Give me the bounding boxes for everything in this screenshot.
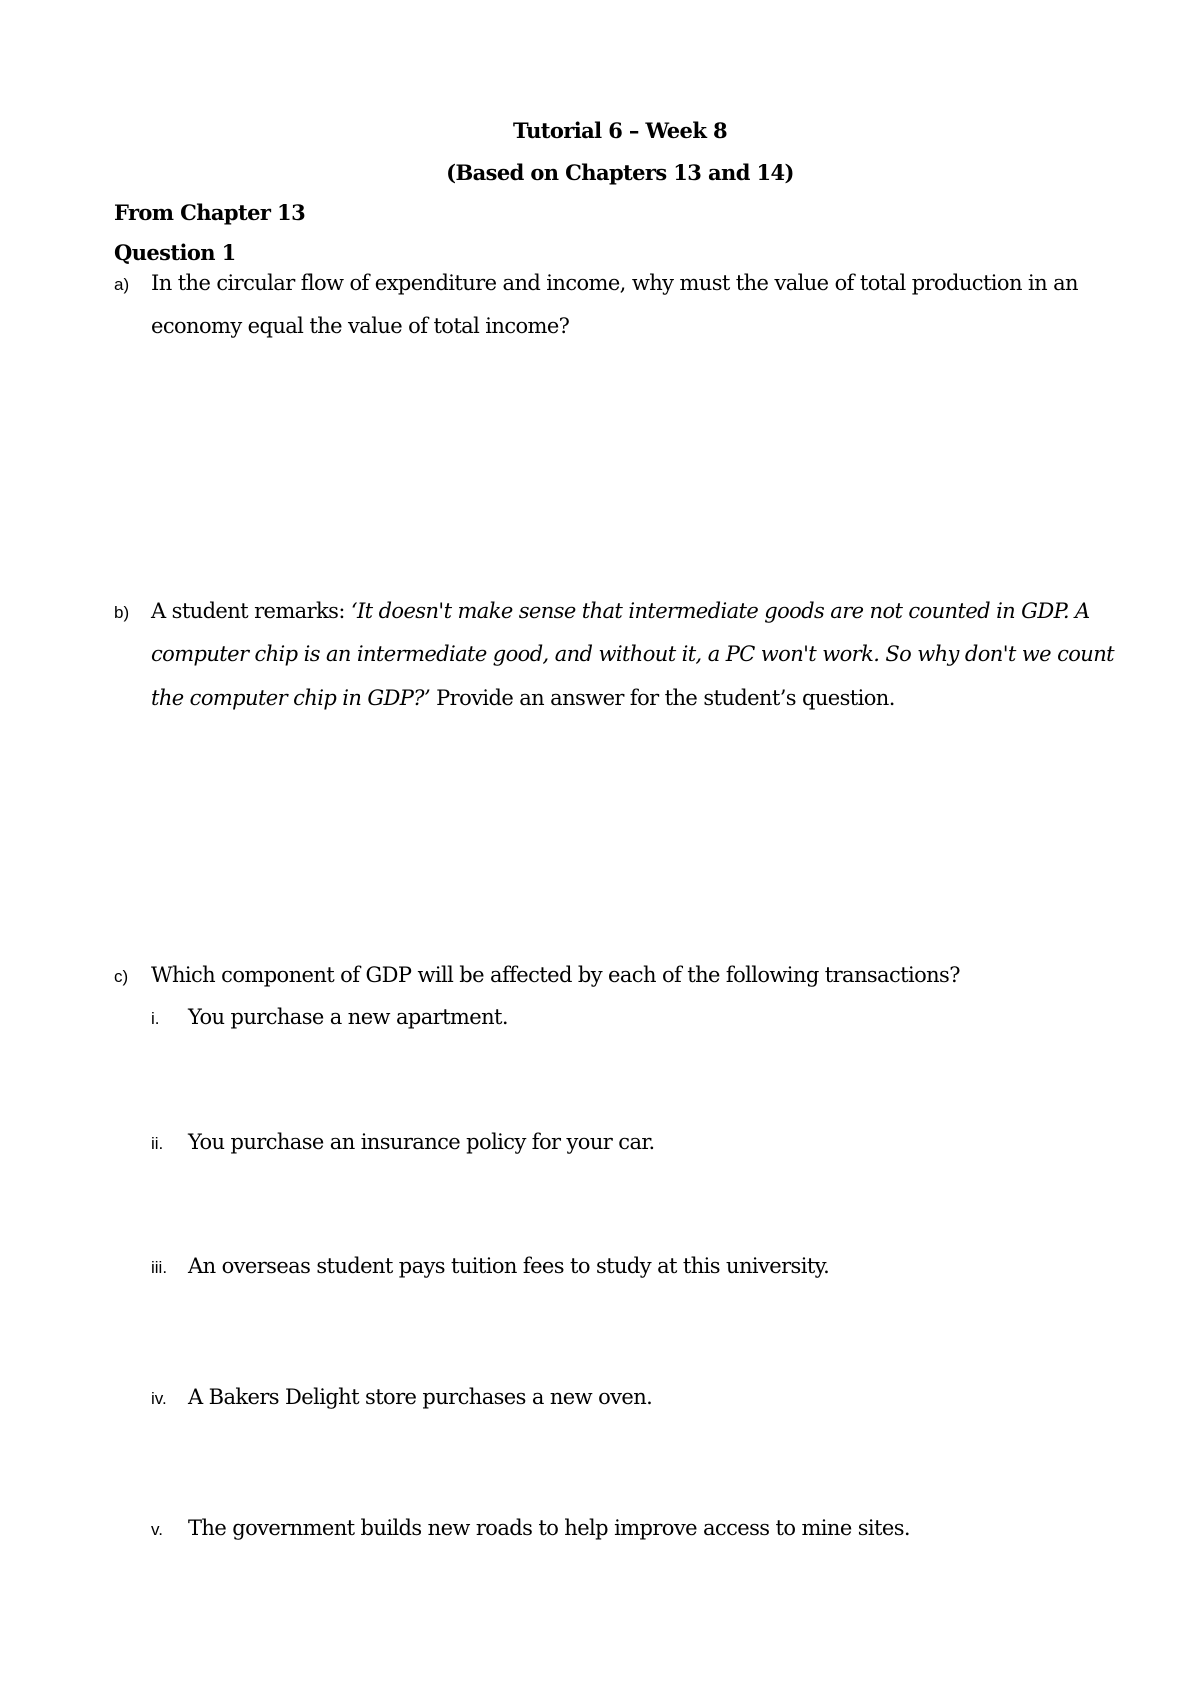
- part-a-line-2: economy equal the value of total income?: [151, 314, 570, 338]
- item-iv-text: A Bakers Delight store purchases a new oven.: [188, 1385, 653, 1409]
- question-heading: Question 1: [114, 240, 236, 265]
- part-a-line-1: In the circular flow of expenditure and income, why must the value of total production in an: [151, 271, 1078, 295]
- item-i-label: i.: [151, 1009, 160, 1028]
- item-ii-text: You purchase an insurance policy for your car.: [188, 1130, 655, 1154]
- part-c-label: c): [114, 967, 129, 986]
- part-b-tail: Provide an answer for the student’s question.: [430, 686, 895, 710]
- section-heading: From Chapter 13: [114, 200, 306, 225]
- part-b-lead: A student remarks:: [151, 599, 351, 623]
- page-title: Tutorial 6 – Week 8: [512, 118, 727, 143]
- item-v-label: v.: [151, 1520, 163, 1539]
- part-b-quote-2: computer chip is an intermediate good, and without it, a PC won't work. So why don't we count: [151, 642, 1114, 666]
- part-b-label: b): [114, 603, 130, 622]
- part-a-label: a): [114, 275, 130, 294]
- part-b-line-3: [151, 686, 895, 710]
- part-c-text: Which component of GDP will be affected by each of the following transactions?: [151, 963, 960, 987]
- item-i-text: You purchase a new apartment.: [188, 1005, 508, 1029]
- part-b-line-1: [151, 599, 1090, 623]
- page-subtitle: (Based on Chapters 13 and 14): [446, 160, 794, 185]
- item-iii-label: iii.: [151, 1258, 168, 1277]
- item-v-text: The government builds new roads to help improve access to mine sites.: [188, 1516, 910, 1540]
- item-iv-label: iv.: [151, 1389, 167, 1408]
- item-ii-label: ii.: [151, 1134, 164, 1153]
- part-b-quote-3: the computer chip in GDP?’: [151, 686, 431, 710]
- part-b-quote-1: ‘It doesn't make sense that intermediate goods are not counted in GDP. A: [350, 599, 1090, 623]
- item-iii-text: An overseas student pays tuition fees to study at this university.: [188, 1254, 830, 1278]
